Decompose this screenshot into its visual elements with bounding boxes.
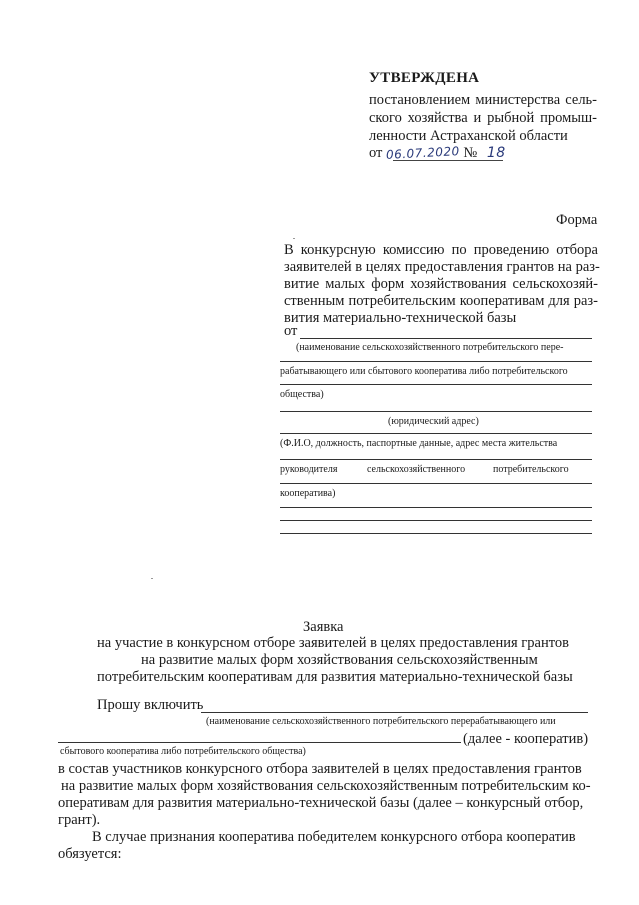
body-hereafter: (далее - кооператив) xyxy=(463,731,589,747)
field-hint-name-1: (наименование сельскохозяйственного потребительского пере- xyxy=(296,342,564,353)
body-request-line-2 xyxy=(58,742,461,743)
field-hint-name-2: рабатывающего или сбытового кооператива либо потребительского xyxy=(280,366,568,377)
scan-speck xyxy=(293,238,295,239)
field-line-extra-2 xyxy=(280,520,592,521)
addressee-line-2: заявителей в целях предоставления грантов на раз- xyxy=(284,259,600,275)
field-line-person-1 xyxy=(280,433,592,434)
body-request: Прошу включить xyxy=(97,697,204,713)
application-line-3: потребительским кооперативам для развития материально-технической базы xyxy=(97,669,573,685)
body-paragraph-line-2: на развитие малых форм хозяйствования сельскохозяйственным потребительским ко- xyxy=(61,778,591,794)
field-line-address xyxy=(280,411,592,412)
body-hint-a: (наименование сельскохозяйственного потребительского перерабатывающего или xyxy=(206,716,556,727)
application-line-1: на участие в конкурсном отборе заявителей в целях предоставления грантов xyxy=(97,635,569,651)
body-hint-b: сбытового кооператива либо потребительского общества) xyxy=(60,746,306,757)
approval-number-prefix: № xyxy=(463,145,478,161)
addressee-from: от xyxy=(284,323,298,339)
field-hint-person-3: кооператива) xyxy=(280,488,336,499)
field-line-name-2 xyxy=(280,361,592,362)
field-line-person-2 xyxy=(280,459,592,460)
field-line-extra-1 xyxy=(280,507,592,508)
approval-date-underline xyxy=(393,160,503,161)
scan-speck xyxy=(151,578,153,579)
body-paragraph-line-3: оперативам для развития материально-технической базы (далее – конкурсный отбор, xyxy=(58,795,584,811)
application-title: Заявка xyxy=(303,619,344,635)
field-hint-person-2a: руководителя xyxy=(280,464,338,475)
addressee-line-3: витие малых форм хозяйствования сельскохозяй- xyxy=(284,276,598,292)
field-hint-person-1: (Ф.И.О, должность, паспортные данные, адрес места жительства xyxy=(280,438,558,449)
approval-line-1: постановлением министерства сель- xyxy=(369,92,597,108)
field-line-name-3 xyxy=(280,384,592,385)
field-hint-person-2c: потребительского xyxy=(493,464,569,475)
approval-title: УТВЕРЖДЕНА xyxy=(369,70,480,86)
application-line-2: на развитие малых форм хозяйствования сельскохозяйственным xyxy=(141,652,538,668)
body-paragraph-line-5: В случае признания кооператива победителем конкурсного отбора кооператив xyxy=(92,829,576,845)
field-line-extra-3 xyxy=(280,533,592,534)
field-hint-address: (юридический адрес) xyxy=(388,416,479,427)
approval-from-prefix: от xyxy=(369,145,383,161)
field-line-person-3 xyxy=(280,483,592,484)
approval-date-handwritten: 06.07.2020 xyxy=(385,144,461,162)
body-request-line xyxy=(201,712,588,713)
approval-number-handwritten: 18 xyxy=(486,145,506,161)
approval-line-3: ленности Астраханской области xyxy=(369,128,568,144)
approval-line-2: ского хозяйства и рыбной промыш- xyxy=(369,110,597,126)
field-hint-name-3: общества) xyxy=(280,389,324,400)
body-paragraph-line-6: обязуется: xyxy=(58,846,122,862)
field-hint-person-2b: сельскохозяйственного xyxy=(367,464,466,475)
field-line-name-1 xyxy=(300,338,592,339)
addressee-line-1: В конкурсную комиссию по проведению отбора xyxy=(284,242,598,258)
addressee-line-5: вития материально-технической базы xyxy=(284,310,517,326)
form-label: Форма xyxy=(556,212,598,228)
body-paragraph-line-1: в состав участников конкурсного отбора заявителей в целях предоставления грантов xyxy=(58,761,582,777)
addressee-line-4: ственным потребительским кооперативам для раз- xyxy=(284,293,598,309)
body-paragraph-line-4: грант). xyxy=(58,812,101,828)
